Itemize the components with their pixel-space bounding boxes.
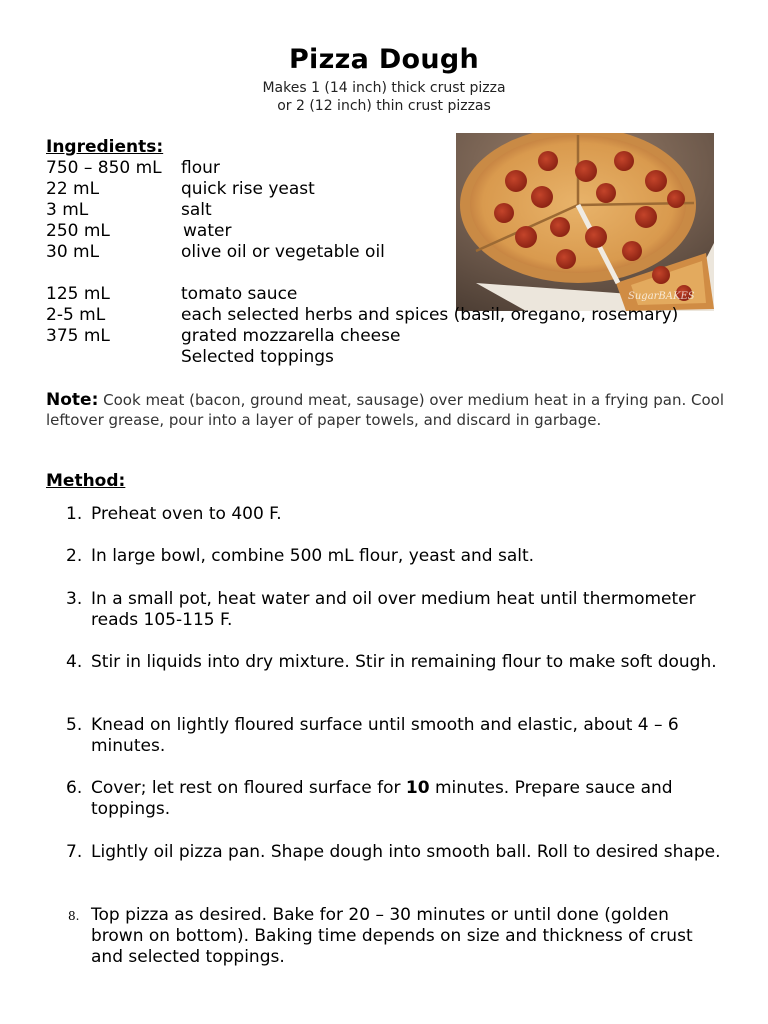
yield-line-2: or 2 (12 inch) thin crust pizzas	[277, 98, 491, 114]
ingredient-item: olive oil or vegetable oil	[181, 242, 385, 262]
step-number: 2.	[66, 546, 83, 566]
step-text: In a small pot, heat water and oil over medium heat until thermometer reads 105-115 F.	[91, 589, 696, 630]
step-number: 4.	[66, 652, 83, 672]
note-text: Cook meat (bacon, ground meat, sausage) over medium heat in a frying pan. Cool leftover grease, pour into a layer of paper towels, and discard in garbage.	[46, 391, 724, 429]
ingredient-item: each selected herbs and spices (basil, oregano, rosemary)	[181, 305, 679, 325]
ingredient-qty: 3 mL	[46, 200, 89, 220]
method-step	[66, 504, 726, 525]
method-step	[66, 652, 726, 673]
ingredient-qty: 30 mL	[46, 242, 100, 262]
ingredient-item: salt	[181, 200, 212, 220]
ingredient-qty: 2-5 mL	[46, 305, 106, 325]
note-label: Note:	[46, 390, 99, 410]
page-title: Pizza Dough	[288, 44, 480, 75]
step-text: Preheat oven to 400 F.	[91, 504, 282, 524]
method-step	[66, 842, 726, 863]
note-paragraph	[46, 390, 726, 430]
rest-minutes: 10	[405, 778, 430, 798]
watermark-text: SugarBAKES	[628, 291, 695, 302]
step-number: 1.	[66, 504, 83, 524]
step-number: 5.	[66, 715, 83, 735]
method-step	[66, 905, 726, 968]
step-text: Lightly oil pizza pan. Shape dough into smooth ball. Roll to desired shape.	[91, 842, 721, 862]
method-heading: Method:	[46, 471, 126, 491]
ingredient-qty: 375 mL	[46, 326, 110, 346]
step-number: 8.	[68, 909, 80, 923]
step-number: 6.	[66, 778, 83, 798]
step-text: In large bowl, combine 500 mL flour, yeast and salt.	[91, 546, 535, 566]
step-text: Top pizza as desired. Bake for 20 – 30 minutes or until done (golden brown on bottom). Baking time depends on size and thickness of crust and selected toppings.	[91, 905, 693, 967]
step-number: 3.	[66, 589, 83, 609]
ingredient-qty: 250 mL	[46, 221, 110, 241]
ingredient-qty: 750 – 850 mL	[46, 158, 162, 178]
step-text: Knead on lightly floured surface until smooth and elastic, about 4 – 6 minutes.	[91, 715, 679, 756]
method-step	[66, 546, 726, 567]
ingredient-item: Selected toppings	[181, 347, 334, 367]
method-step	[66, 715, 726, 757]
ingredient-item: water	[183, 221, 232, 241]
pizza-photo	[456, 133, 714, 311]
ingredient-item: flour	[181, 158, 220, 178]
step-number: 7.	[66, 842, 83, 862]
method-step	[66, 778, 726, 820]
step-text: Cover; let rest on floured surface for 10 minutes. Prepare sauce and toppings.	[91, 778, 673, 819]
method-step	[66, 589, 726, 631]
ingredient-item: tomato sauce	[181, 284, 298, 304]
step-text: Stir in liquids into dry mixture. Stir in remaining flour to make soft dough.	[91, 652, 717, 672]
ingredient-item: grated mozzarella cheese	[181, 326, 401, 346]
yield-line-1: Makes 1 (14 inch) thick crust pizza	[262, 80, 506, 96]
pizza-image	[456, 133, 714, 311]
ingredients-heading: Ingredients:	[46, 137, 164, 157]
ingredient-qty: 125 mL	[46, 284, 110, 304]
ingredient-item: quick rise yeast	[181, 179, 315, 199]
ingredient-qty: 22 mL	[46, 179, 100, 199]
